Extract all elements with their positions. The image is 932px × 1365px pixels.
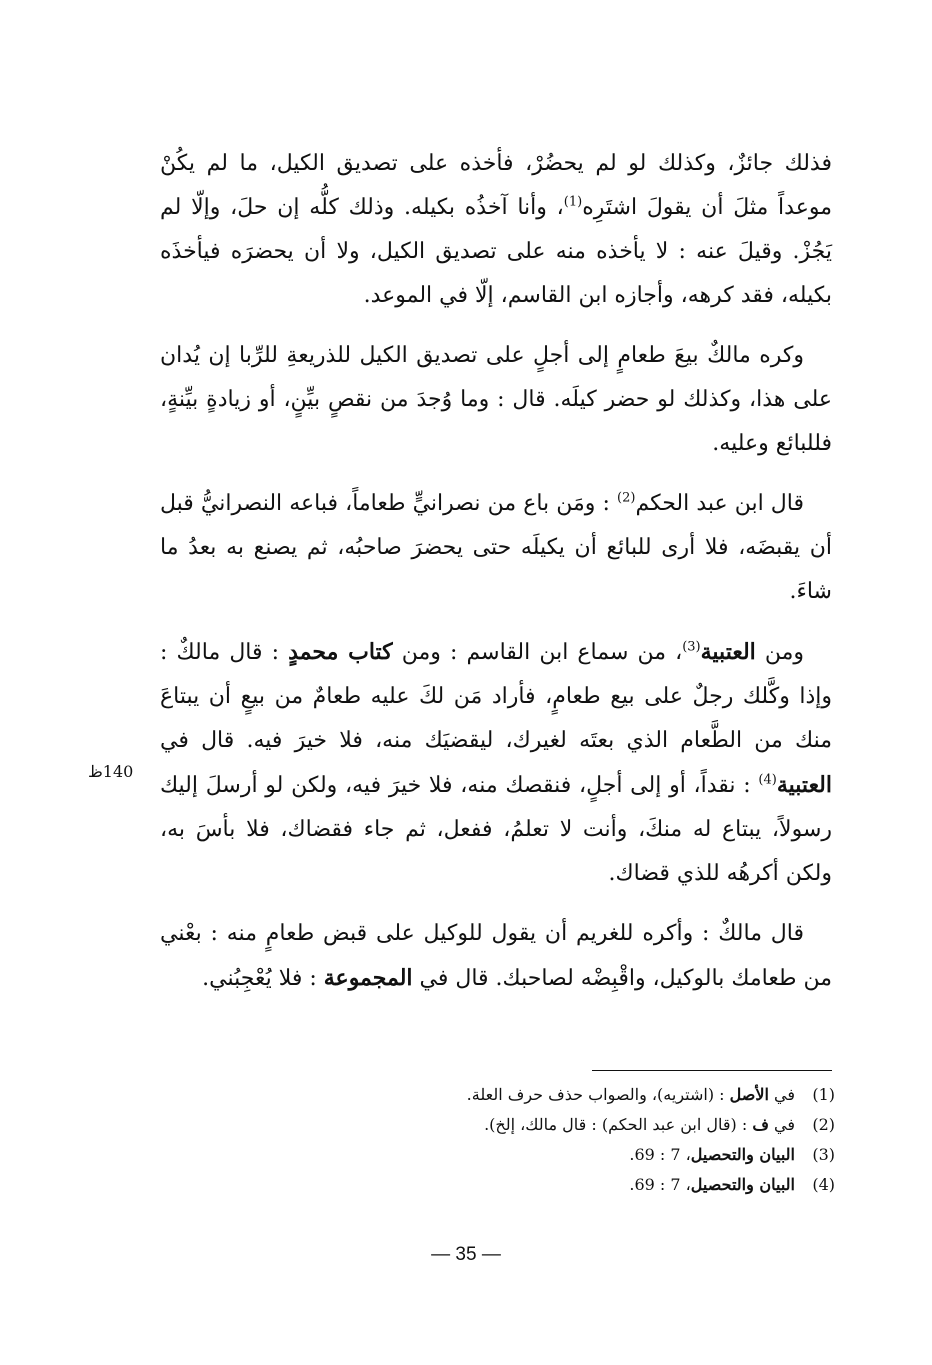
footnote-reference: (4) bbox=[758, 772, 777, 788]
bold-source-title: العتبية bbox=[776, 772, 832, 798]
text-segment: فذلك جائزٌ، وكذلك لو لم يحضُرْ، فأخذه على تصديق الكيل، ما لم يكُنْ موعداً مثلَ أن يقولَ اشتَرِه bbox=[160, 151, 832, 220]
footnote-item bbox=[380, 1110, 835, 1140]
footnote-reference: (3) bbox=[682, 639, 701, 655]
text-segment: قال مالكٌ : وأكره للغريم أن يقول للوكيل على قبض طعامٍ منه : بعْني من طعامك بالوكيل، واقْبِضْه لصاحبك. قال في bbox=[160, 921, 832, 991]
bold-source-title: ف bbox=[752, 1115, 769, 1134]
footnote-text bbox=[380, 1110, 795, 1140]
footnote-separator bbox=[592, 1070, 832, 1071]
bold-source-title: كتاب محمدٍ bbox=[288, 639, 393, 665]
text-segment: ، من سماع ابن القاسم : ومن bbox=[392, 640, 683, 665]
footnote-reference: (1) bbox=[563, 194, 583, 210]
footnote-text bbox=[380, 1140, 795, 1170]
text-segment: : قال مالكٌ : وإذا وكَّلك رجلٌ على بيع طعامٍ، فأراد مَن لكَ عليه طعامٌ من بيعٍ أن يبتاعَ منك من الطَّعام الذي بعتَه لغيرك، ليقضيَك منه، فلا خيرَ فيه. قال في bbox=[160, 640, 832, 753]
footnote-item bbox=[380, 1140, 835, 1170]
footnote-item bbox=[380, 1170, 835, 1200]
paragraph bbox=[160, 334, 832, 466]
main-text-body bbox=[160, 142, 832, 1017]
footnote-item bbox=[380, 1080, 835, 1110]
text-segment: ، وأنا آخذُه بكيله. وذلك كلُّه إن حلَ، وإلّا لم يَجُزْ. وقيلَ عنه : لا يأخذه منه على تصديق الكيل، ولا أن يحضرَه فيأخذَه بكيله، فقد كرهه، وأجازه ابن القاسم، إلّا في الموعد. bbox=[160, 195, 832, 308]
text-segment: : (اشتريه)، والصواب حذف حرف العلة. bbox=[466, 1085, 730, 1104]
text-segment: ومن bbox=[755, 640, 805, 665]
text-segment: : ومَن باع من نصرانيٍّ طعاماً، فباعه النصرانيُّ قبل أن يقبضَه، فلا أرى للبائع أن يكيلَه حتى يحضرَ صاحبُه، ثم يصنع به بعدُ ما شاءَ. bbox=[160, 491, 832, 604]
text-segment: ، 7 : 69. bbox=[629, 1145, 691, 1164]
footnote-number: (1) bbox=[812, 1085, 835, 1104]
bold-source-title: البيان والتحصيل bbox=[690, 1175, 795, 1194]
footnote-text bbox=[380, 1080, 795, 1110]
bold-source-title: البيان والتحصيل bbox=[690, 1145, 795, 1164]
footnote-number: (2) bbox=[812, 1115, 835, 1134]
paragraph bbox=[160, 912, 832, 1001]
text-segment: : فلا يُعْجِبُني. bbox=[202, 966, 324, 991]
bold-source-title: المجموعة bbox=[323, 965, 413, 991]
bold-source-title: العتبية bbox=[700, 639, 756, 665]
footnote-text bbox=[380, 1170, 795, 1200]
bold-source-title: الأصل bbox=[729, 1085, 769, 1104]
footnotes-section bbox=[380, 1080, 835, 1200]
text-segment: ، 7 : 69. bbox=[629, 1175, 691, 1194]
text-segment: : (قال ابن عبد الحكم) : قال مالك، إلخ). bbox=[484, 1115, 753, 1134]
footnote-number: (3) bbox=[812, 1145, 835, 1164]
manuscript-folio-note: 140ظ bbox=[88, 762, 134, 781]
footnote-reference: (2) bbox=[617, 490, 636, 506]
text-segment: قال ابن عبد الحكم bbox=[635, 491, 805, 516]
footnote-number: (4) bbox=[812, 1175, 835, 1194]
text-segment: وكره مالكٌ بيعَ طعامٍ إلى أجلٍ على تصديق الكيل للذريعةِ للرِّبا إن يُدان على هذا، وكذلك لو حضر كيلَه. قال : وما وُجدَ من نقصٍ بيِّنٍ، أو زيادةٍ بيِّنةٍ، فللبائع وعليه. bbox=[160, 343, 832, 456]
paragraph bbox=[160, 482, 832, 614]
text-segment: : نقداً، أو إلى أجلٍ، فنقصك منه، فلا خيرَ فيه، ولكن لو أرسلَ إليك رسولاً، يبتاع له منكَ، وأنت لا تعلمُ، ففعل، ثم جاء فقضاك، فلا بأسَ به، ولكن أكرهُه للذي قضاك. bbox=[160, 773, 832, 886]
paragraph bbox=[160, 142, 832, 318]
paragraph bbox=[160, 630, 832, 896]
page-number: — 35 — bbox=[431, 1244, 501, 1265]
text-segment: في bbox=[768, 1115, 795, 1134]
text-segment: في bbox=[768, 1085, 795, 1104]
